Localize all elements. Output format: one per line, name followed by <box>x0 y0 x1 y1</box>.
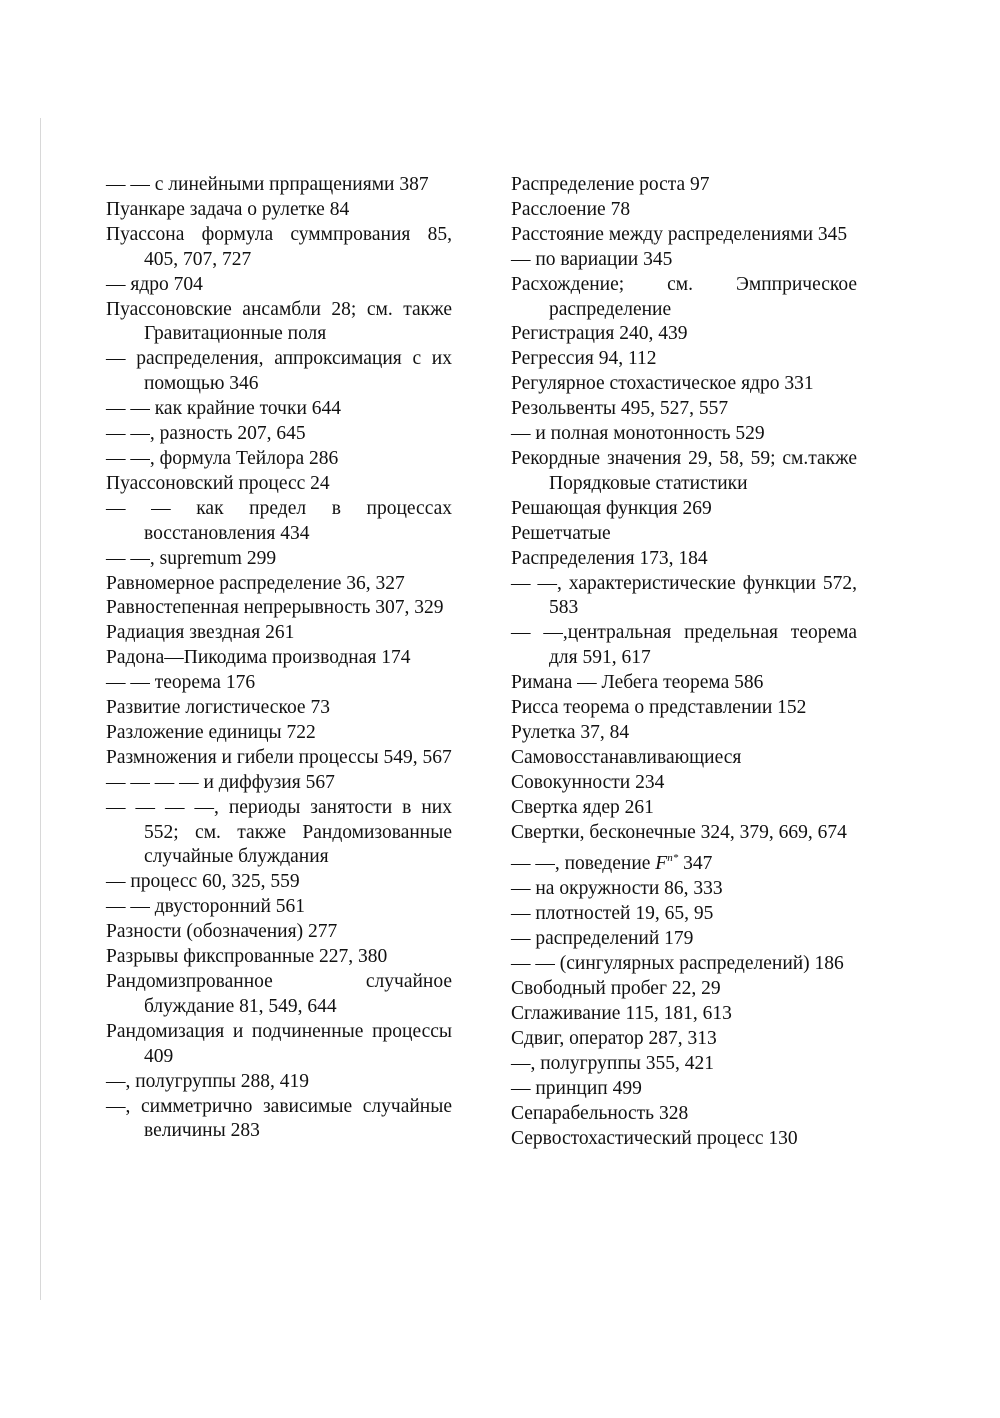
index-entry: — распределения, аппроксимация с их помощью 346 <box>106 348 452 395</box>
index-entry: Регистрация 240, 439 <box>511 323 688 345</box>
index-entry: Рандомизация и подчиненные процессы 409 <box>106 1020 452 1067</box>
index-entry: Распределения 173, 184 <box>511 547 708 569</box>
index-entry: Разрывы фикспрованные 227, 380 <box>106 946 388 968</box>
index-entry: Регрессия 94, 112 <box>511 348 657 370</box>
index-entry-convolution-power <box>511 845 857 877</box>
index-entry: Свободный пробег 22, 29 <box>511 978 721 1000</box>
index-entry: Рисса теорема о представлении 152 <box>511 697 807 719</box>
index-entry: Расхождение; см. Эмпприческое распределение <box>511 273 857 320</box>
index-entry: — — теорема 176 <box>106 672 256 694</box>
index-entry: — ядро 704 <box>106 273 203 295</box>
index-entry: Сглаживание 115, 181, 613 <box>511 1003 732 1024</box>
index-entry: — — как предел в процессах восстановления 434 <box>106 497 452 544</box>
index-entry: Равностепенная непрерывность 307, 329 <box>106 597 444 619</box>
index-entry: — — двусторонний 561 <box>106 896 305 918</box>
index-entry: Развитие логистическое 73 <box>106 697 330 719</box>
index-entry: Равномерное распределение 36, 327 <box>106 572 405 594</box>
index-column-right <box>511 173 857 1151</box>
index-entry: — принцип 499 <box>511 1077 642 1099</box>
index-entry: Радона—Пикодима производная 174 <box>106 647 411 669</box>
index-entry: — —,центральная предельная теорема для 591, 617 <box>511 622 857 669</box>
index-entry: — на окружности 86, 333 <box>511 878 723 900</box>
index-entry: Разложение единицы 722 <box>106 721 316 743</box>
index-entry: Решетчатые <box>511 522 611 544</box>
index-entry: Радиация звездная 261 <box>106 622 295 644</box>
index-entry: Размножения и гибели процессы 549, 567 <box>106 746 452 768</box>
index-entry: Пуассоновские ансамбли 28; см. также Гравитационные поля <box>106 298 452 345</box>
index-entry: Рандомизпрованное случайное блуждание 81, 549, 644 <box>106 971 452 1017</box>
index-entry: Сервостохастический процесс 130 <box>511 1127 798 1149</box>
index-entry: Сепарабельность 328 <box>511 1102 689 1124</box>
index-entry: —, полугруппы 288, 419 <box>106 1070 309 1092</box>
index-entry: — —, supremum 299 <box>106 547 277 569</box>
index-entry: Регулярное стохастическое ядро 331 <box>511 373 814 395</box>
index-entry: Свертка ядер 261 <box>511 796 654 818</box>
index-entry: Совокунности 234 <box>511 771 665 793</box>
index-entry: —, симметрично зависимые случайные величины 283 <box>106 1095 452 1142</box>
index-entry: Пуанкаре задача о рулетке 84 <box>106 198 350 220</box>
index-entry: —, полугруппы 355, 421 <box>511 1052 714 1074</box>
index-entry: — — как крайние точки 644 <box>106 398 341 420</box>
entry-prefix: — —, поведение <box>511 853 651 875</box>
page-edge-rule <box>40 118 41 1300</box>
index-entry: Пуассоновский процесс 24 <box>106 472 330 494</box>
index-entry: Сдвиг, оператор 287, 313 <box>511 1027 717 1049</box>
index-entry: — —, характеристические функции 572, 583 <box>511 572 857 619</box>
index-entry: — — — —, периоды занятости в них 552; см. также Рандомизованные случайные блуждания <box>106 796 452 868</box>
index-column-left <box>106 173 452 1144</box>
index-entry: — и полная монотонность 529 <box>511 423 765 445</box>
index-entry: Римана — Лебега теорема 586 <box>511 672 764 694</box>
math-superscript: n* <box>667 852 679 865</box>
index-entry: — распределений 179 <box>511 928 694 950</box>
index-entry: Решающая функция 269 <box>511 497 712 519</box>
index-entry: Распределение роста 97 <box>511 174 710 195</box>
index-entry: — —, формула Тейлора 286 <box>106 447 339 469</box>
math-base: F <box>655 853 668 875</box>
index-entry: Самовосстанавливающиеся <box>511 746 742 768</box>
index-entry: — — — — и диффузия 567 <box>106 771 335 793</box>
index-entry: — —, разность 207, 645 <box>106 423 306 445</box>
index-entry: Расслоение 78 <box>511 198 631 220</box>
index-entry: Резольвенты 495, 527, 557 <box>511 398 729 420</box>
index-entry: Пуассона формула суммпрования 85, 405, 707, 727 <box>106 223 452 270</box>
math-symbol <box>655 853 678 874</box>
index-entry: Разности (обозначения) 277 <box>106 921 338 943</box>
index-entry: Рулетка 37, 84 <box>511 721 630 743</box>
index-entry: — процесс 60, 325, 559 <box>106 871 300 893</box>
index-entry: — — с линейными прпращениями 387 <box>106 174 429 195</box>
index-entry: — по вариации 345 <box>511 248 673 270</box>
index-entry: Расстояние между распределениями 345 <box>511 223 848 245</box>
index-entry: — плотностей 19, 65, 95 <box>511 903 714 925</box>
index-entry: Рекордные значения 29, 58, 59; см.также Порядковые статистики <box>511 447 857 494</box>
entry-page-ref: 347 <box>683 853 713 875</box>
index-entry: — — (сингулярных распределений) 186 <box>511 953 844 975</box>
index-entry: Свертки, бесконечные 324, 379, 669, 674 <box>511 821 847 843</box>
